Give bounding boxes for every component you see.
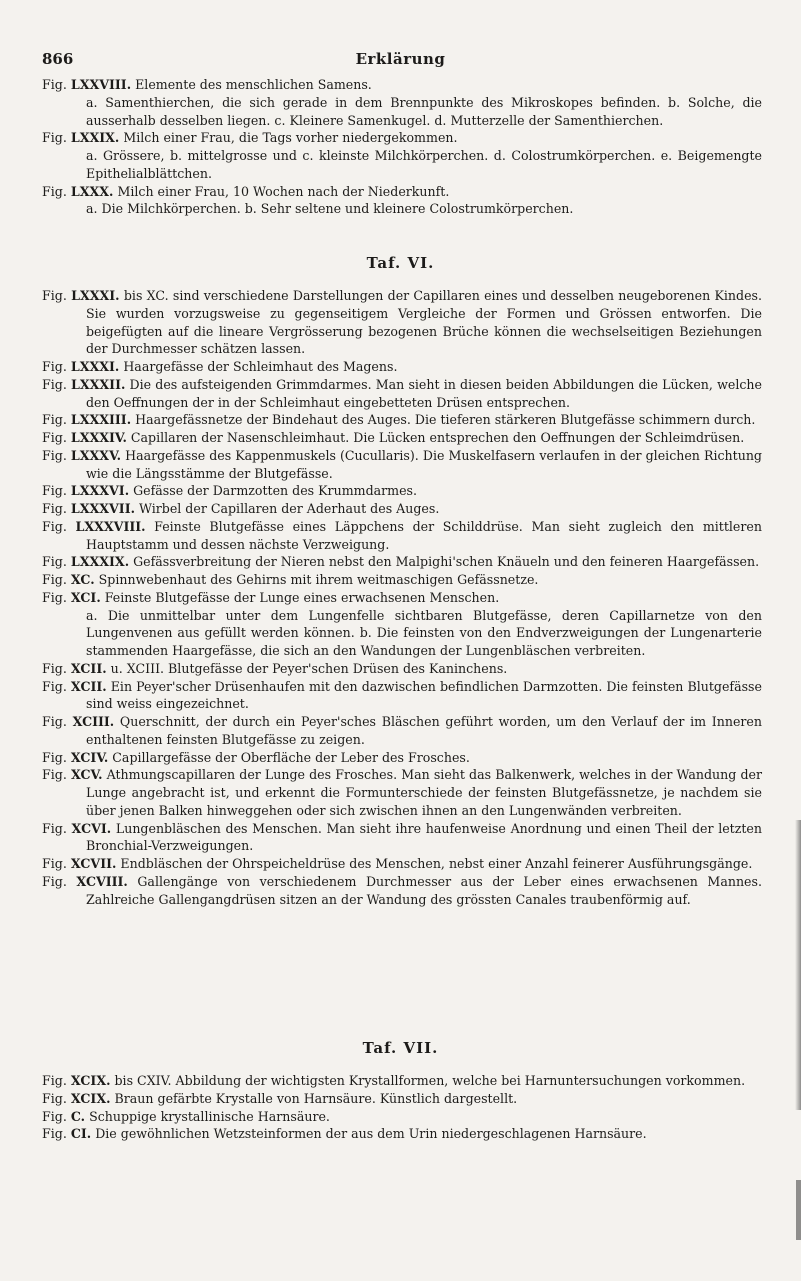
figure-description: bis CXIV. Abbildung der wichtigsten Krystallformen, welche bei Harnuntersuchungen vorkommen.: [114, 1073, 746, 1088]
figure-entry: [42, 873, 762, 909]
plate-heading-vi: Taf. VI.: [366, 254, 435, 272]
figure-subentry: [42, 147, 762, 183]
figure-label: Fig.: [42, 130, 67, 146]
running-head: [0, 50, 801, 72]
figure-entry: [42, 287, 762, 358]
figure-entry: [42, 411, 762, 429]
figure-number: XCIX.: [70, 1090, 111, 1106]
figure-label: Fig.: [42, 678, 67, 694]
figure-entry: [42, 1090, 762, 1108]
figure-number: XCIV.: [70, 749, 109, 765]
plate-heading-vii: Taf. VII.: [362, 1039, 439, 1057]
figure-description: Gefässverbreitung der Nieren nebst den Malpighi'schen Knäueln und den feineren Haargefässen.: [133, 554, 760, 570]
figure-list-section-2: [42, 287, 762, 908]
figure-entry: [42, 429, 762, 447]
figure-label: Fig.: [42, 554, 67, 570]
figure-entry: [42, 589, 762, 607]
figure-description: Capillargefässe der Oberfläche der Leber des Frosches.: [112, 749, 470, 765]
figure-number: XCIX.: [70, 1073, 111, 1088]
figure-number: LXXXI.: [70, 359, 120, 374]
figure-number: LXXXVIII.: [75, 518, 146, 534]
figure-description: Lungenbläschen des Menschen. Man sieht ihre haufenweise Anordnung und einen Theil der letzten Bronchial-Verzweigungen.: [86, 820, 762, 854]
figure-entry: [42, 553, 762, 571]
figure-description: Feinste Blutgefässe der Lunge eines erwachsenen Menschen.: [104, 589, 500, 605]
figure-entry: [42, 766, 762, 819]
figure-number: XCII.: [70, 660, 107, 676]
figure-label: Fig.: [42, 589, 67, 605]
figure-entry: [42, 855, 762, 873]
figure-number: XCII.: [70, 678, 107, 694]
figure-number: XCV.: [70, 767, 103, 783]
figure-description: Die des aufsteigenden Grimmdarmes. Man sieht in diesen beiden Abbildungen die Lücken, welche den Oeffnungen der in der Schleimhaut eingebetteten Drüsen entsprechen.: [86, 376, 762, 410]
figure-number: LXXX.: [70, 183, 114, 199]
figure-label: Fig.: [42, 572, 67, 587]
figure-description: u. XCIII. Blutgefässe der Peyer'schen Drüsen des Kaninchens.: [110, 660, 508, 676]
figure-entry: [42, 447, 762, 483]
figure-subentry: [42, 94, 762, 130]
figure-entry: [42, 500, 762, 518]
figure-list-section-3: [42, 1072, 762, 1143]
figure-number: LXXXVII.: [70, 501, 135, 516]
figure-description: Die gewöhnlichen Wetzsteinformen der aus dem Urin niedergeschlagenen Harnsäure.: [95, 1126, 647, 1142]
figure-description: bis XC. sind verschiedene Darstellungen der Capillaren eines und desselben neugeborenen Kindes. Sie wurden vorzugsweise zu gegenseitigem Vergleiche der Formen und Grössen entworfen. Die beigefügten auf die lineare Vergrösserung bezogenen Brüche können die wechselseitigen Beziehungen der Durchmesser schätzen lassen.: [86, 288, 762, 357]
figure-number: LXXXIII.: [70, 412, 132, 428]
figure-entry: [42, 660, 762, 678]
figure-number: LXXXIV.: [70, 430, 127, 445]
figure-number: LXXVIII.: [70, 77, 132, 92]
figure-label: Fig.: [42, 447, 67, 463]
figure-description: Haargefässnetze der Bindehaut des Auges. Die tieferen stärkeren Blutgefässe schimmern durch.: [135, 412, 756, 428]
figure-label: Fig.: [42, 660, 67, 676]
figure-number: LXXXVI.: [70, 483, 130, 499]
figure-label: Fig.: [42, 767, 67, 783]
figure-number: XCVIII.: [76, 873, 128, 889]
figure-label: Fig.: [42, 518, 67, 534]
figure-description: Haargefässe der Schleimhaut des Magens.: [123, 359, 398, 374]
figure-description: a. Samenthierchen, die sich gerade in dem Brennpunkte des Mikroskopes befinden. b. Solche, die ausserhalb desselben liegen. c. Kleinere Samenkugel. d. Mutterzelle der Samenthierchen.: [86, 94, 762, 128]
figure-number: XCI.: [70, 589, 101, 605]
figure-description: Haargefässe des Kappenmuskels (Cucullaris). Die Muskelfasern verlaufen in der gleichen Richtung wie die Längsstämme der Blutgefässe.: [86, 447, 762, 481]
page-edge-shadow: [795, 820, 801, 1110]
figure-list-section-1: [42, 76, 762, 218]
figure-description: Braun gefärbte Krystalle von Harnsäure. Künstlich dargestellt.: [114, 1090, 518, 1106]
figure-description: Ein Peyer'scher Drüsenhaufen mit den dazwischen befindlichen Darmzotten. Die feinsten Blutgefässe sind weiss eingezeichnet.: [86, 678, 762, 712]
figure-entry: [42, 713, 762, 749]
figure-description: Milch einer Frau, die Tags vorher niedergekommen.: [123, 130, 458, 146]
figure-description: Schuppige krystallinische Harnsäure.: [89, 1108, 330, 1124]
figure-label: Fig.: [42, 77, 67, 92]
figure-entry: [42, 1108, 762, 1126]
figure-label: Fig.: [42, 820, 67, 836]
figure-description: a. Die Milchkörperchen. b. Sehr seltene und kleinere Colostrumkörperchen.: [86, 201, 574, 217]
figure-label: Fig.: [42, 288, 67, 303]
figure-entry: [42, 376, 762, 412]
figure-entry: [42, 749, 762, 767]
page-edge-shadow: [796, 1180, 801, 1240]
figure-entry: [42, 129, 762, 147]
figure-description: Endbläschen der Ohrspeicheldrüse des Menschen, nebst einer Anzahl feinerer Ausführungsgänge.: [120, 856, 753, 871]
figure-entry: [42, 76, 762, 94]
figure-entry: [42, 1125, 762, 1143]
figure-label: Fig.: [42, 873, 67, 889]
figure-label: Fig.: [42, 714, 67, 729]
figure-description: Gallengänge von verschiedenem Durchmesser aus der Leber eines erwachsenen Mannes. Zahlreiche Gallengangdrüsen sitzen an der Wandung des grössten Canales traubenförmig auf.: [86, 873, 762, 907]
figure-entry: [42, 358, 762, 376]
figure-description: Athmungscapillaren der Lunge des Frosches. Man sieht das Balkenwerk, welches in der Wandung der Lunge angebracht ist, und erkennt die Formunterschiede der feinsten Blutgefässnetze, je nachdem sie über jenen Balken hinweggehen oder sich zwischen ihnen an den Lungenwänden verbreiten.: [86, 767, 762, 818]
figure-entry: [42, 571, 762, 589]
figure-entry: [42, 482, 762, 500]
figure-number: LXXXV.: [70, 447, 122, 463]
figure-entry: [42, 518, 762, 554]
figure-label: Fig.: [42, 501, 67, 516]
figure-label: Fig.: [42, 412, 67, 428]
figure-description: a. Die unmittelbar unter dem Lungenfelle sichtbaren Blutgefässe, deren Capillarnetze von den Lungenvenen aus gefüllt werden können. b. Die feinsten von den Endverzweigungen der Lungenarterie stammenden Haargefässe, die sich an den Wandungen der Lungenbläschen verbreiten.: [86, 607, 762, 658]
figure-description: Capillaren der Nasenschleimhaut. Die Lücken entsprechen den Oeffnungen der Schleimdrüsen.: [130, 430, 745, 445]
figure-number: XCVII.: [70, 856, 117, 871]
figure-label: Fig.: [42, 359, 67, 374]
figure-description: Feinste Blutgefässe eines Läppchens der Schilddrüse. Man sieht zugleich den mittleren Hauptstamm und dessen nächste Verzweigung.: [86, 518, 762, 552]
figure-entry: [42, 820, 762, 856]
figure-number: XCIII.: [72, 714, 115, 729]
figure-label: Fig.: [42, 856, 67, 871]
figure-description: Querschnitt, der durch ein Peyer'sches Bläschen geführt worden, um den Verlauf der im Inneren enthaltenen feinsten Blutgefässe zu zeigen.: [86, 714, 762, 747]
figure-number: CI.: [70, 1126, 92, 1142]
figure-description: a. Grössere, b. mittelgrosse und c. kleinste Milchkörperchen. d. Colostrumkörperchen. e. Beigemengte Epithelialblättchen.: [86, 148, 762, 181]
figure-description: Wirbel der Capillaren der Aderhaut des Auges.: [138, 501, 440, 516]
figure-number: LXXIX.: [70, 130, 120, 146]
figure-label: Fig.: [42, 183, 67, 199]
figure-entry: [42, 183, 762, 201]
figure-subentry: [42, 607, 762, 660]
figure-number: LXXXIX.: [70, 554, 130, 570]
figure-number: LXXXI.: [71, 288, 120, 303]
figure-description: Milch einer Frau, 10 Wochen nach der Niederkunft.: [117, 183, 450, 199]
figure-entry: [42, 1072, 762, 1090]
figure-label: Fig.: [42, 483, 67, 499]
figure-label: Fig.: [42, 749, 67, 765]
figure-number: XCVI.: [71, 820, 112, 836]
figure-number: C.: [70, 1108, 86, 1124]
figure-number: XC.: [70, 572, 95, 587]
figure-label: Fig.: [42, 430, 67, 445]
page-number: 866: [42, 50, 74, 68]
figure-description: Gefässe der Darmzotten des Krummdarmes.: [133, 483, 418, 499]
figure-number: LXXXII.: [71, 376, 126, 392]
figure-entry: [42, 678, 762, 714]
running-title: Erklärung: [355, 50, 446, 68]
figure-label: Fig.: [42, 1073, 67, 1088]
figure-label: Fig.: [42, 1108, 67, 1124]
figure-label: Fig.: [42, 376, 67, 392]
figure-description: Elemente des menschlichen Samens.: [135, 77, 372, 92]
figure-label: Fig.: [42, 1126, 67, 1142]
figure-label: Fig.: [42, 1090, 67, 1106]
figure-subentry: [42, 200, 762, 218]
figure-description: Spinnwebenhaut des Gehirns mit ihrem weitmaschigen Gefässnetze.: [98, 572, 539, 587]
